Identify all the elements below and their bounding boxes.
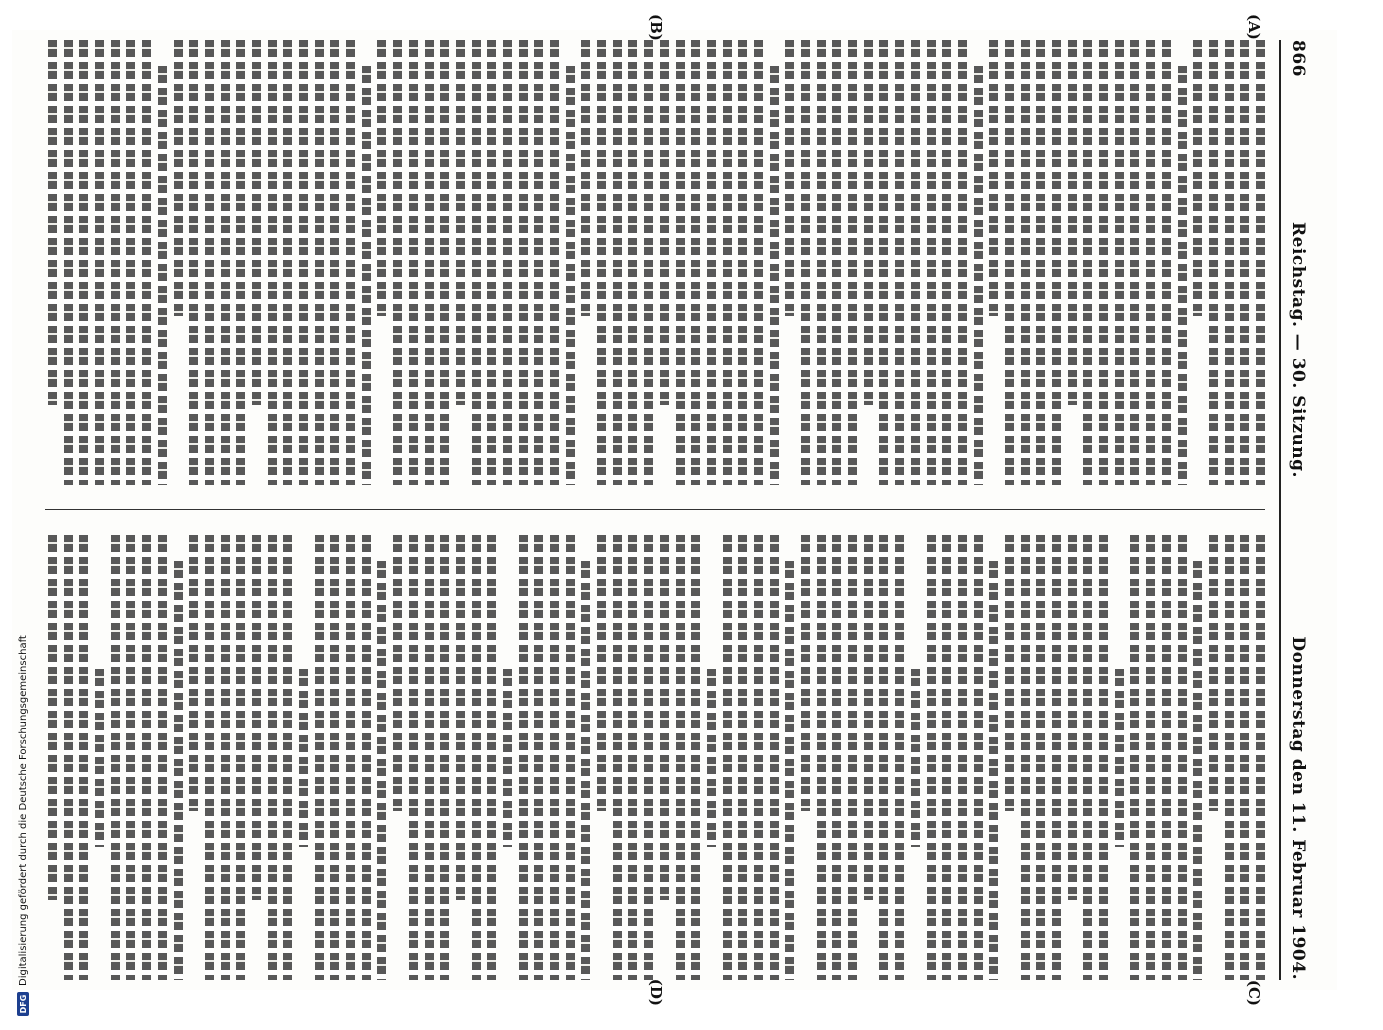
text-line: [1193, 561, 1202, 980]
text-line: [252, 40, 261, 405]
text-line: [1130, 535, 1139, 980]
text-line: [1161, 535, 1170, 980]
text-line: [503, 40, 512, 485]
text-line: [314, 40, 323, 485]
text-line: [173, 561, 182, 980]
text-line: [1177, 66, 1186, 485]
text-line: [957, 535, 966, 980]
column-divider: [45, 509, 1265, 510]
text-line: [346, 40, 355, 485]
text-line: [816, 40, 825, 485]
text-line: [424, 535, 433, 980]
text-line: [173, 40, 182, 316]
text-line: [832, 40, 841, 485]
text-line: [1146, 535, 1155, 980]
text-line: [769, 66, 778, 485]
running-header: [1285, 40, 1311, 980]
text-line: [283, 535, 292, 980]
text-line: [1114, 40, 1123, 485]
text-line: [581, 40, 590, 316]
text-line: [628, 40, 637, 485]
text-line: [1208, 535, 1217, 811]
header-rule: [1279, 40, 1281, 980]
text-line: [1052, 535, 1061, 980]
text-line: [565, 535, 574, 980]
text-line: [471, 40, 480, 485]
text-line: [79, 535, 88, 980]
text-line: [48, 535, 57, 900]
text-line: [63, 535, 72, 980]
text-line: [204, 535, 213, 980]
text-line: [597, 535, 606, 811]
text-line: [487, 40, 496, 485]
text-line: [377, 40, 386, 316]
text-line: [283, 40, 292, 485]
text-line: [1130, 40, 1139, 485]
text-line: [1256, 535, 1265, 980]
text-line: [1224, 40, 1233, 485]
margin-marker-d: (D): [646, 978, 665, 1006]
text-line: [1224, 535, 1233, 980]
text-line: [330, 40, 339, 485]
text-line: [659, 535, 668, 900]
text-line: [471, 535, 480, 980]
text-line: [1036, 40, 1045, 485]
text-line: [1067, 535, 1076, 900]
running-title: Reichstag. — 30. Sitzung.: [1287, 222, 1308, 478]
text-line: [989, 40, 998, 316]
text-line: [801, 535, 810, 811]
text-line: [267, 535, 276, 980]
text-line: [1020, 535, 1029, 980]
text-line: [518, 535, 527, 980]
text-line: [1161, 40, 1170, 485]
text-line: [942, 40, 951, 485]
text-line: [895, 40, 904, 485]
text-line: [910, 669, 919, 847]
text-line: [628, 535, 637, 980]
text-line: [1099, 535, 1108, 980]
right-column: [45, 535, 1265, 980]
dfg-logo: DFG: [17, 992, 29, 1016]
text-line: [424, 40, 433, 485]
text-line: [565, 66, 574, 485]
text-line: [942, 535, 951, 980]
text-line: [393, 40, 402, 485]
text-line: [126, 40, 135, 485]
page-number: 866: [1287, 40, 1308, 77]
text-line: [455, 40, 464, 405]
text-line: [989, 561, 998, 980]
text-line: [550, 40, 559, 485]
text-line: [973, 535, 982, 980]
text-line: [361, 535, 370, 980]
text-line: [706, 669, 715, 847]
text-line: [644, 40, 653, 485]
text-line: [848, 40, 857, 485]
text-line: [361, 66, 370, 485]
text-line: [1052, 40, 1061, 485]
text-line: [440, 535, 449, 980]
text-line: [126, 535, 135, 980]
text-line: [1020, 40, 1029, 485]
text-line: [142, 40, 151, 485]
text-line: [612, 40, 621, 485]
text-line: [910, 40, 919, 485]
text-line: [738, 535, 747, 980]
text-line: [1177, 535, 1186, 980]
text-line: [1240, 535, 1249, 980]
text-line: [534, 40, 543, 485]
text-line: [79, 40, 88, 485]
text-line: [142, 535, 151, 980]
text-line: [957, 40, 966, 485]
text-line: [816, 535, 825, 980]
text-line: [1240, 40, 1249, 485]
text-line: [785, 561, 794, 980]
text-line: [879, 40, 888, 485]
text-line: [299, 40, 308, 485]
text-line: [393, 535, 402, 811]
text-line: [597, 40, 606, 485]
text-line: [848, 535, 857, 980]
text-line: [236, 535, 245, 980]
text-line: [377, 561, 386, 980]
rotated-page: [25, 14, 1325, 1006]
margin-marker-c: (C): [1244, 979, 1263, 1006]
text-line: [754, 40, 763, 485]
text-line: [110, 40, 119, 485]
margin-marker-a: (A): [1244, 14, 1263, 40]
left-column: [45, 40, 1265, 485]
text-line: [267, 40, 276, 485]
text-line: [220, 535, 229, 980]
text-line: [1193, 40, 1202, 316]
text-line: [706, 40, 715, 485]
text-line: [236, 40, 245, 485]
text-line: [926, 40, 935, 485]
text-line: [659, 40, 668, 405]
text-line: [722, 535, 731, 980]
text-line: [1005, 40, 1014, 485]
text-line: [157, 66, 166, 485]
text-line: [769, 535, 778, 980]
text-line: [346, 535, 355, 980]
text-line: [675, 40, 684, 485]
text-line: [189, 40, 198, 485]
margin-marker-b: (B): [646, 14, 665, 41]
text-line: [440, 40, 449, 485]
text-line: [895, 535, 904, 980]
text-line: [863, 40, 872, 405]
text-line: [408, 40, 417, 485]
text-line: [1114, 669, 1123, 847]
text-line: [1099, 40, 1108, 485]
text-line: [691, 535, 700, 980]
text-line: [518, 40, 527, 485]
text-line: [157, 535, 166, 980]
text-line: [644, 535, 653, 980]
text-line: [252, 535, 261, 900]
text-line: [738, 40, 747, 485]
text-line: [675, 535, 684, 980]
scanned-document: [12, 14, 1337, 1014]
text-line: [863, 535, 872, 900]
text-line: [722, 40, 731, 485]
text-line: [691, 40, 700, 485]
text-line: [879, 535, 888, 980]
text-line: [534, 535, 543, 980]
text-line: [581, 561, 590, 980]
text-line: [1146, 40, 1155, 485]
text-line: [455, 535, 464, 900]
text-line: [204, 40, 213, 485]
text-line: [550, 535, 559, 980]
text-line: [973, 66, 982, 485]
text-line: [801, 40, 810, 485]
text-line: [832, 535, 841, 980]
text-line: [1005, 535, 1014, 811]
text-line: [330, 535, 339, 980]
text-line: [408, 535, 417, 980]
text-line: [487, 535, 496, 980]
text-line: [110, 535, 119, 980]
date-line: Donnerstag den 11. Februar 1904.: [1287, 636, 1308, 980]
text-line: [63, 40, 72, 485]
text-line: [1036, 535, 1045, 980]
text-line: [785, 40, 794, 316]
text-line: [1083, 535, 1092, 980]
text-line: [503, 669, 512, 847]
text-line: [926, 535, 935, 980]
text-line: [95, 669, 104, 847]
text-line: [1208, 40, 1217, 485]
text-line: [314, 535, 323, 980]
text-line: [754, 535, 763, 980]
text-line: [189, 535, 198, 811]
text-line: [48, 40, 57, 405]
text-line: [95, 40, 104, 485]
text-line: [1083, 40, 1092, 485]
digitization-credit: Digitalisierung gefördert durch die Deutsche Forschungsgemeinschaft: [17, 635, 29, 986]
text-line: [1256, 40, 1265, 485]
text-line: [299, 669, 308, 847]
text-line: [1067, 40, 1076, 405]
text-line: [612, 535, 621, 980]
text-line: [220, 40, 229, 485]
digitization-footer: [12, 16, 34, 1030]
